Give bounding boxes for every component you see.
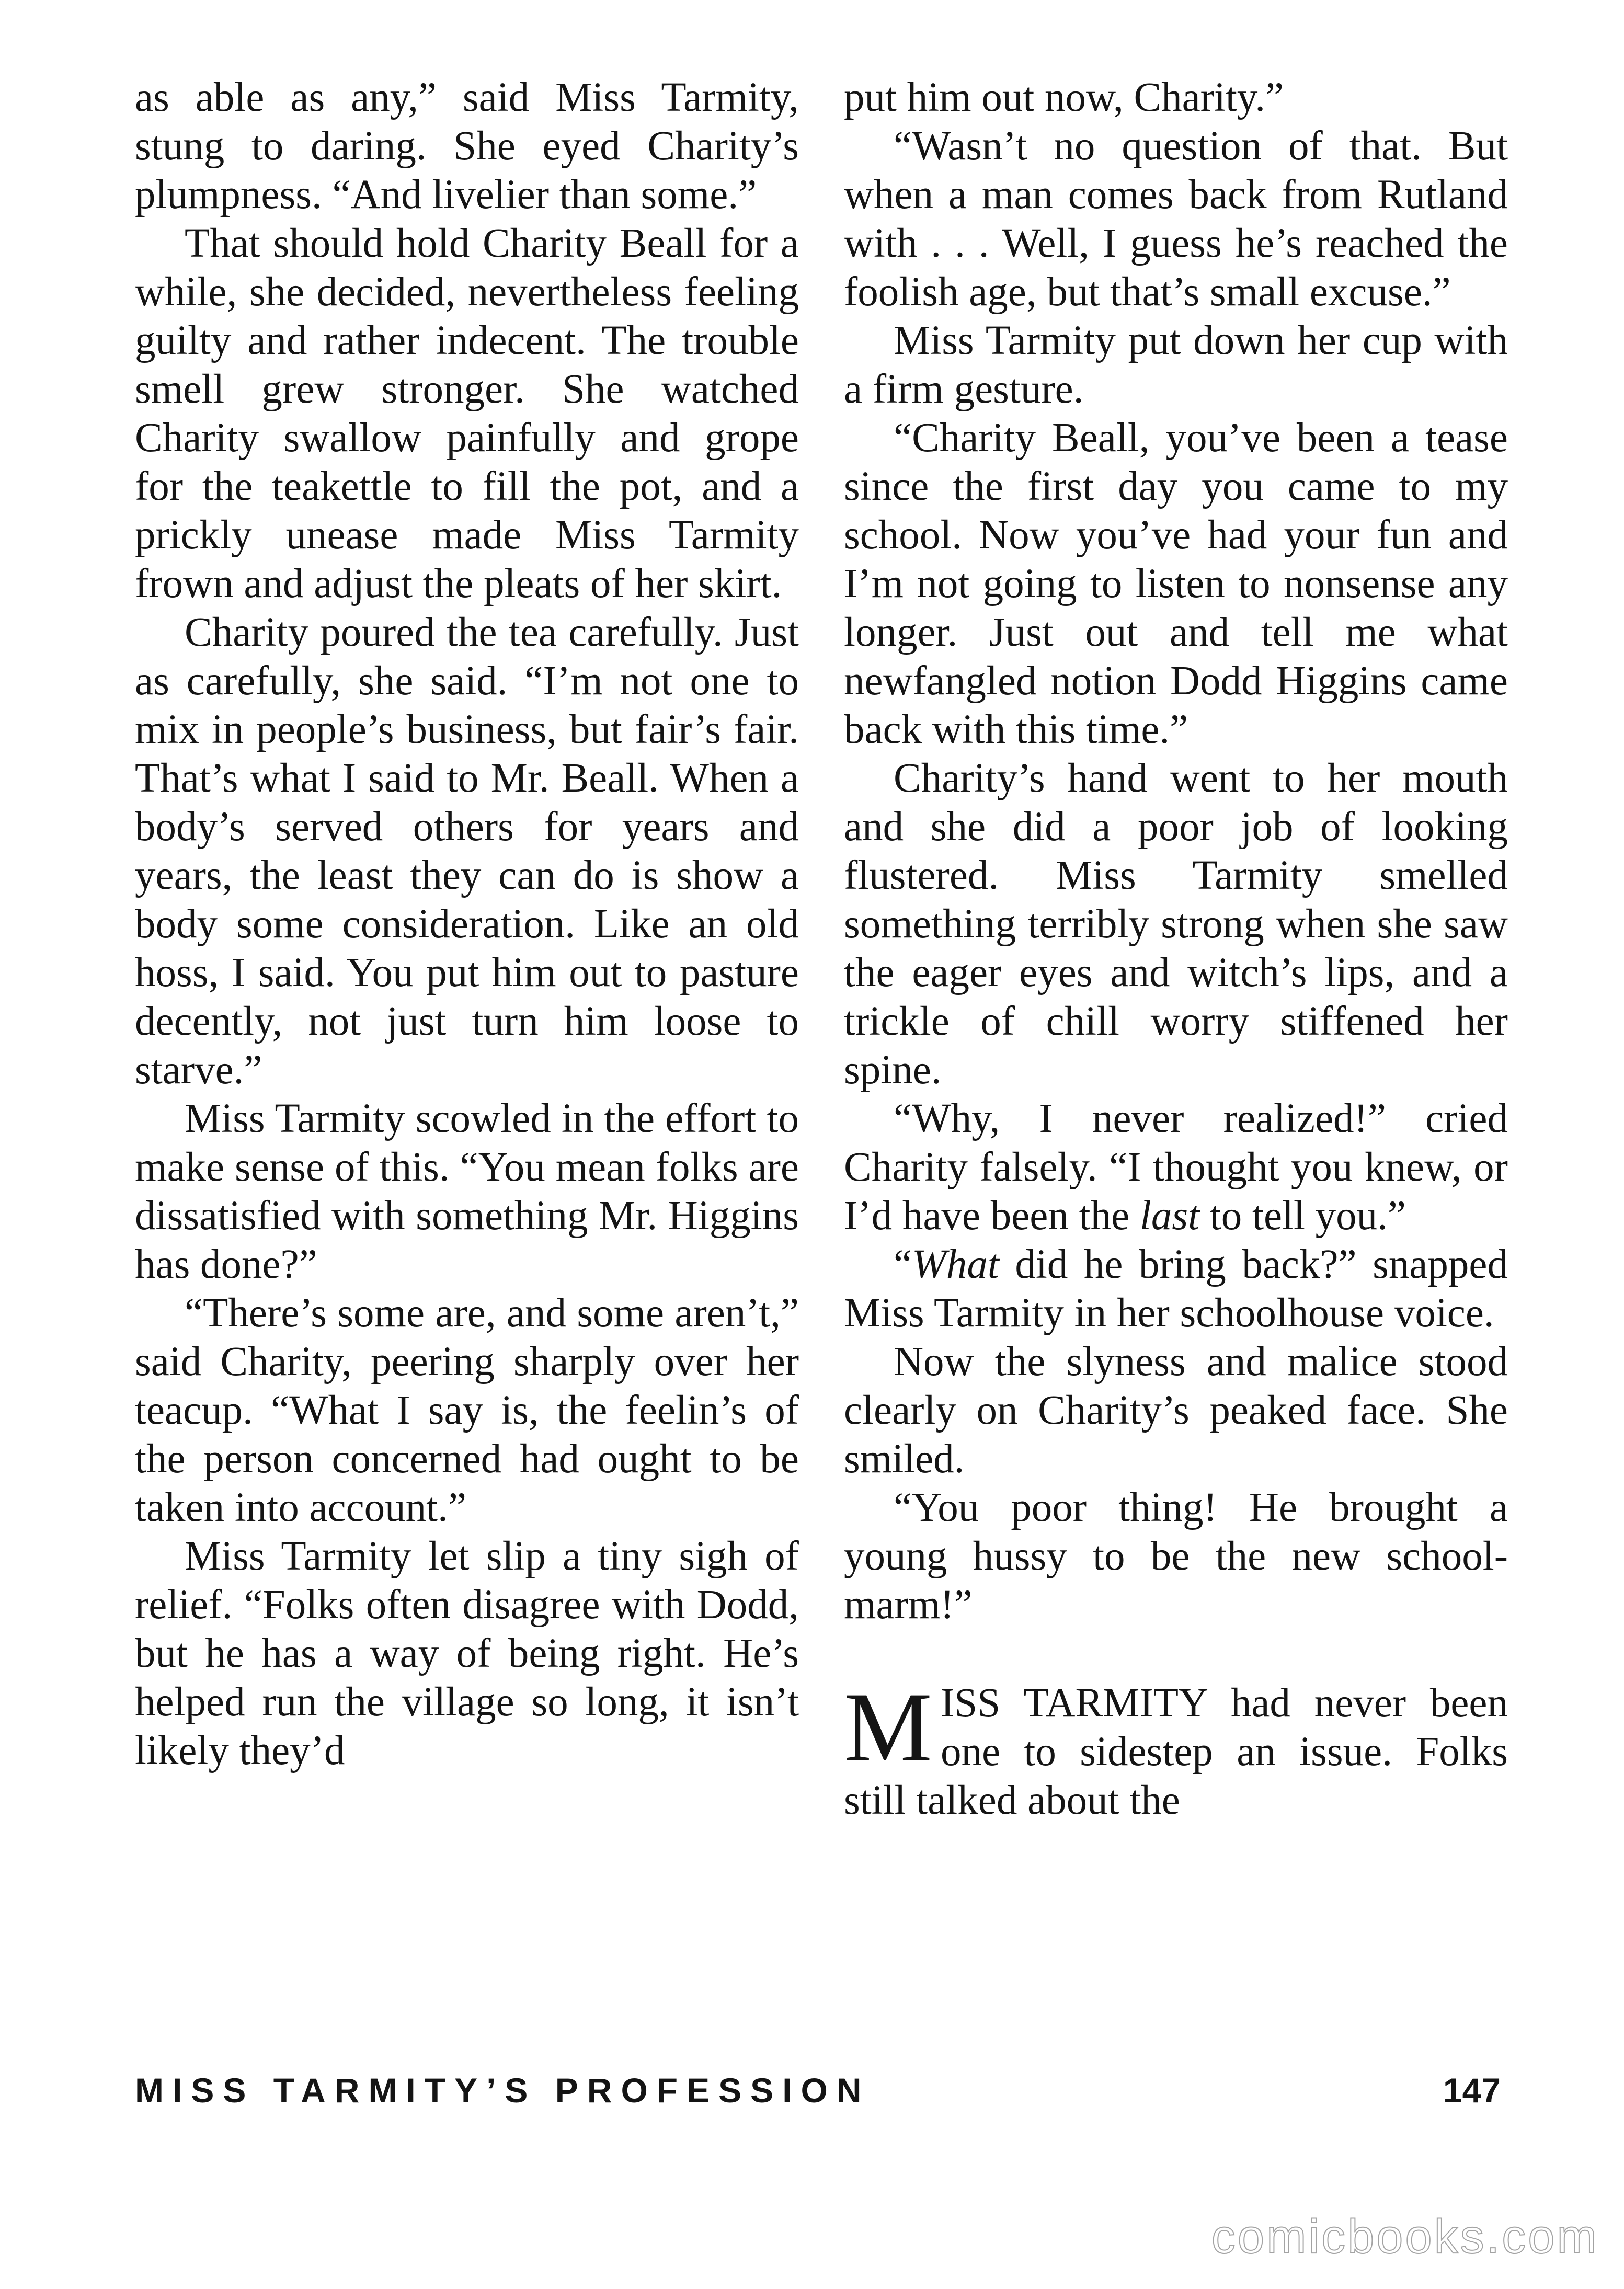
left-column (135, 73, 799, 1775)
page-number: 147 (1443, 2071, 1501, 2110)
paragraph: Miss Tarmity put down her cup with a firm gesture. (844, 318, 1508, 412)
paragraph-text: “Why, I never realized!” cried Charity falsely. “I thought you knew, or I’d have been the (844, 1096, 1508, 1239)
paragraph: Charity poured the tea carefully. Just as carefully, she said. “I’m not one to mix in people’s business, but fair’s fair. That’s what I said to Mr. Beall. When a body’s served others for years and years, the least they can do is show a body some consideration. Like an old hoss, I said. You put him out to pasture decently, not just turn him loose to starve.” (135, 610, 799, 1093)
section-start-paragraph (844, 1673, 1508, 1825)
running-footer-title: MISS TARMITY’S PROFESSION (135, 2071, 871, 2110)
paragraph: Miss Tarmity let slip a tiny sigh of relief. “Folks often disagree with Dodd, but he has a way of being right. He’s helped run the village so long, it isn’t likely they’d (135, 1533, 799, 1773)
paragraph (844, 1240, 1508, 1337)
paragraph: “There’s some are, and some aren’t,” said Charity, peering sharply over her teacup. “What I say is, the feelin’s of the person concerned had ought to be taken into account.” (135, 1290, 799, 1530)
drop-cap: M (844, 1673, 932, 1782)
paragraph-continued: as able as any,” said Miss Tarmity, stung to daring. She eyed Charity’s plumpness. “And livelier than some.” (135, 75, 799, 218)
paragraph: That should hold Charity Beall for a while, she decided, nevertheless feeling guilty and rather indecent. The trouble smell grew stronger. She watched Charity swallow painfully and grope for the teakettle to fill the pot, and a prickly unease made Miss Tarmity frown and adjust the pleats of her skirt. (135, 221, 799, 606)
right-column (844, 73, 1508, 1825)
paragraph-text: to tell you.” (1199, 1193, 1406, 1239)
emphasis: last (1139, 1193, 1200, 1239)
paragraph-text: “ (894, 1242, 912, 1287)
watermark: comicbooks.com (1211, 2210, 1599, 2263)
paragraph-text: ISS TARMITY had never been one to sidestep an issue. Folks still talked about the (844, 1680, 1508, 1823)
paragraph-continued: put him out now, Charity.” (844, 75, 1284, 120)
paragraph: Miss Tarmity scowled in the effort to make sense of this. “You mean folks are dissatisfied with something Mr. Higgins has done?” (135, 1096, 799, 1287)
paragraph: Charity’s hand went to her mouth and she did a poor job of looking flustered. Miss Tarmity smelled something terribly strong when she saw the eager eyes and witch’s lips, and a trickle of chill worry stiffened her spine. (844, 756, 1508, 1093)
paragraph: Now the slyness and malice stood clearly on Charity’s peaked face. She smiled. (844, 1339, 1508, 1482)
emphasis: What (912, 1242, 999, 1287)
paragraph: “You poor thing! He brought a young hussy to be the new schoolmarm!” (844, 1485, 1508, 1628)
paragraph (844, 1094, 1508, 1240)
paragraph-text: did he bring back?” snapped Miss Tarmity in her schoolhouse voice. (844, 1242, 1508, 1336)
paragraph: “Wasn’t no question of that. But when a man comes back from Rutland with . . . Well, I guess he’s reached the foolish age, but that’s small excuse.” (844, 123, 1508, 315)
paragraph: “Charity Beall, you’ve been a tease since the first day you came to my school. Now you’ve had your fun and I’m not going to listen to nonsense any longer. Just out and tell me what newfangled notion Dodd Higgins came back with this time.” (844, 415, 1508, 752)
